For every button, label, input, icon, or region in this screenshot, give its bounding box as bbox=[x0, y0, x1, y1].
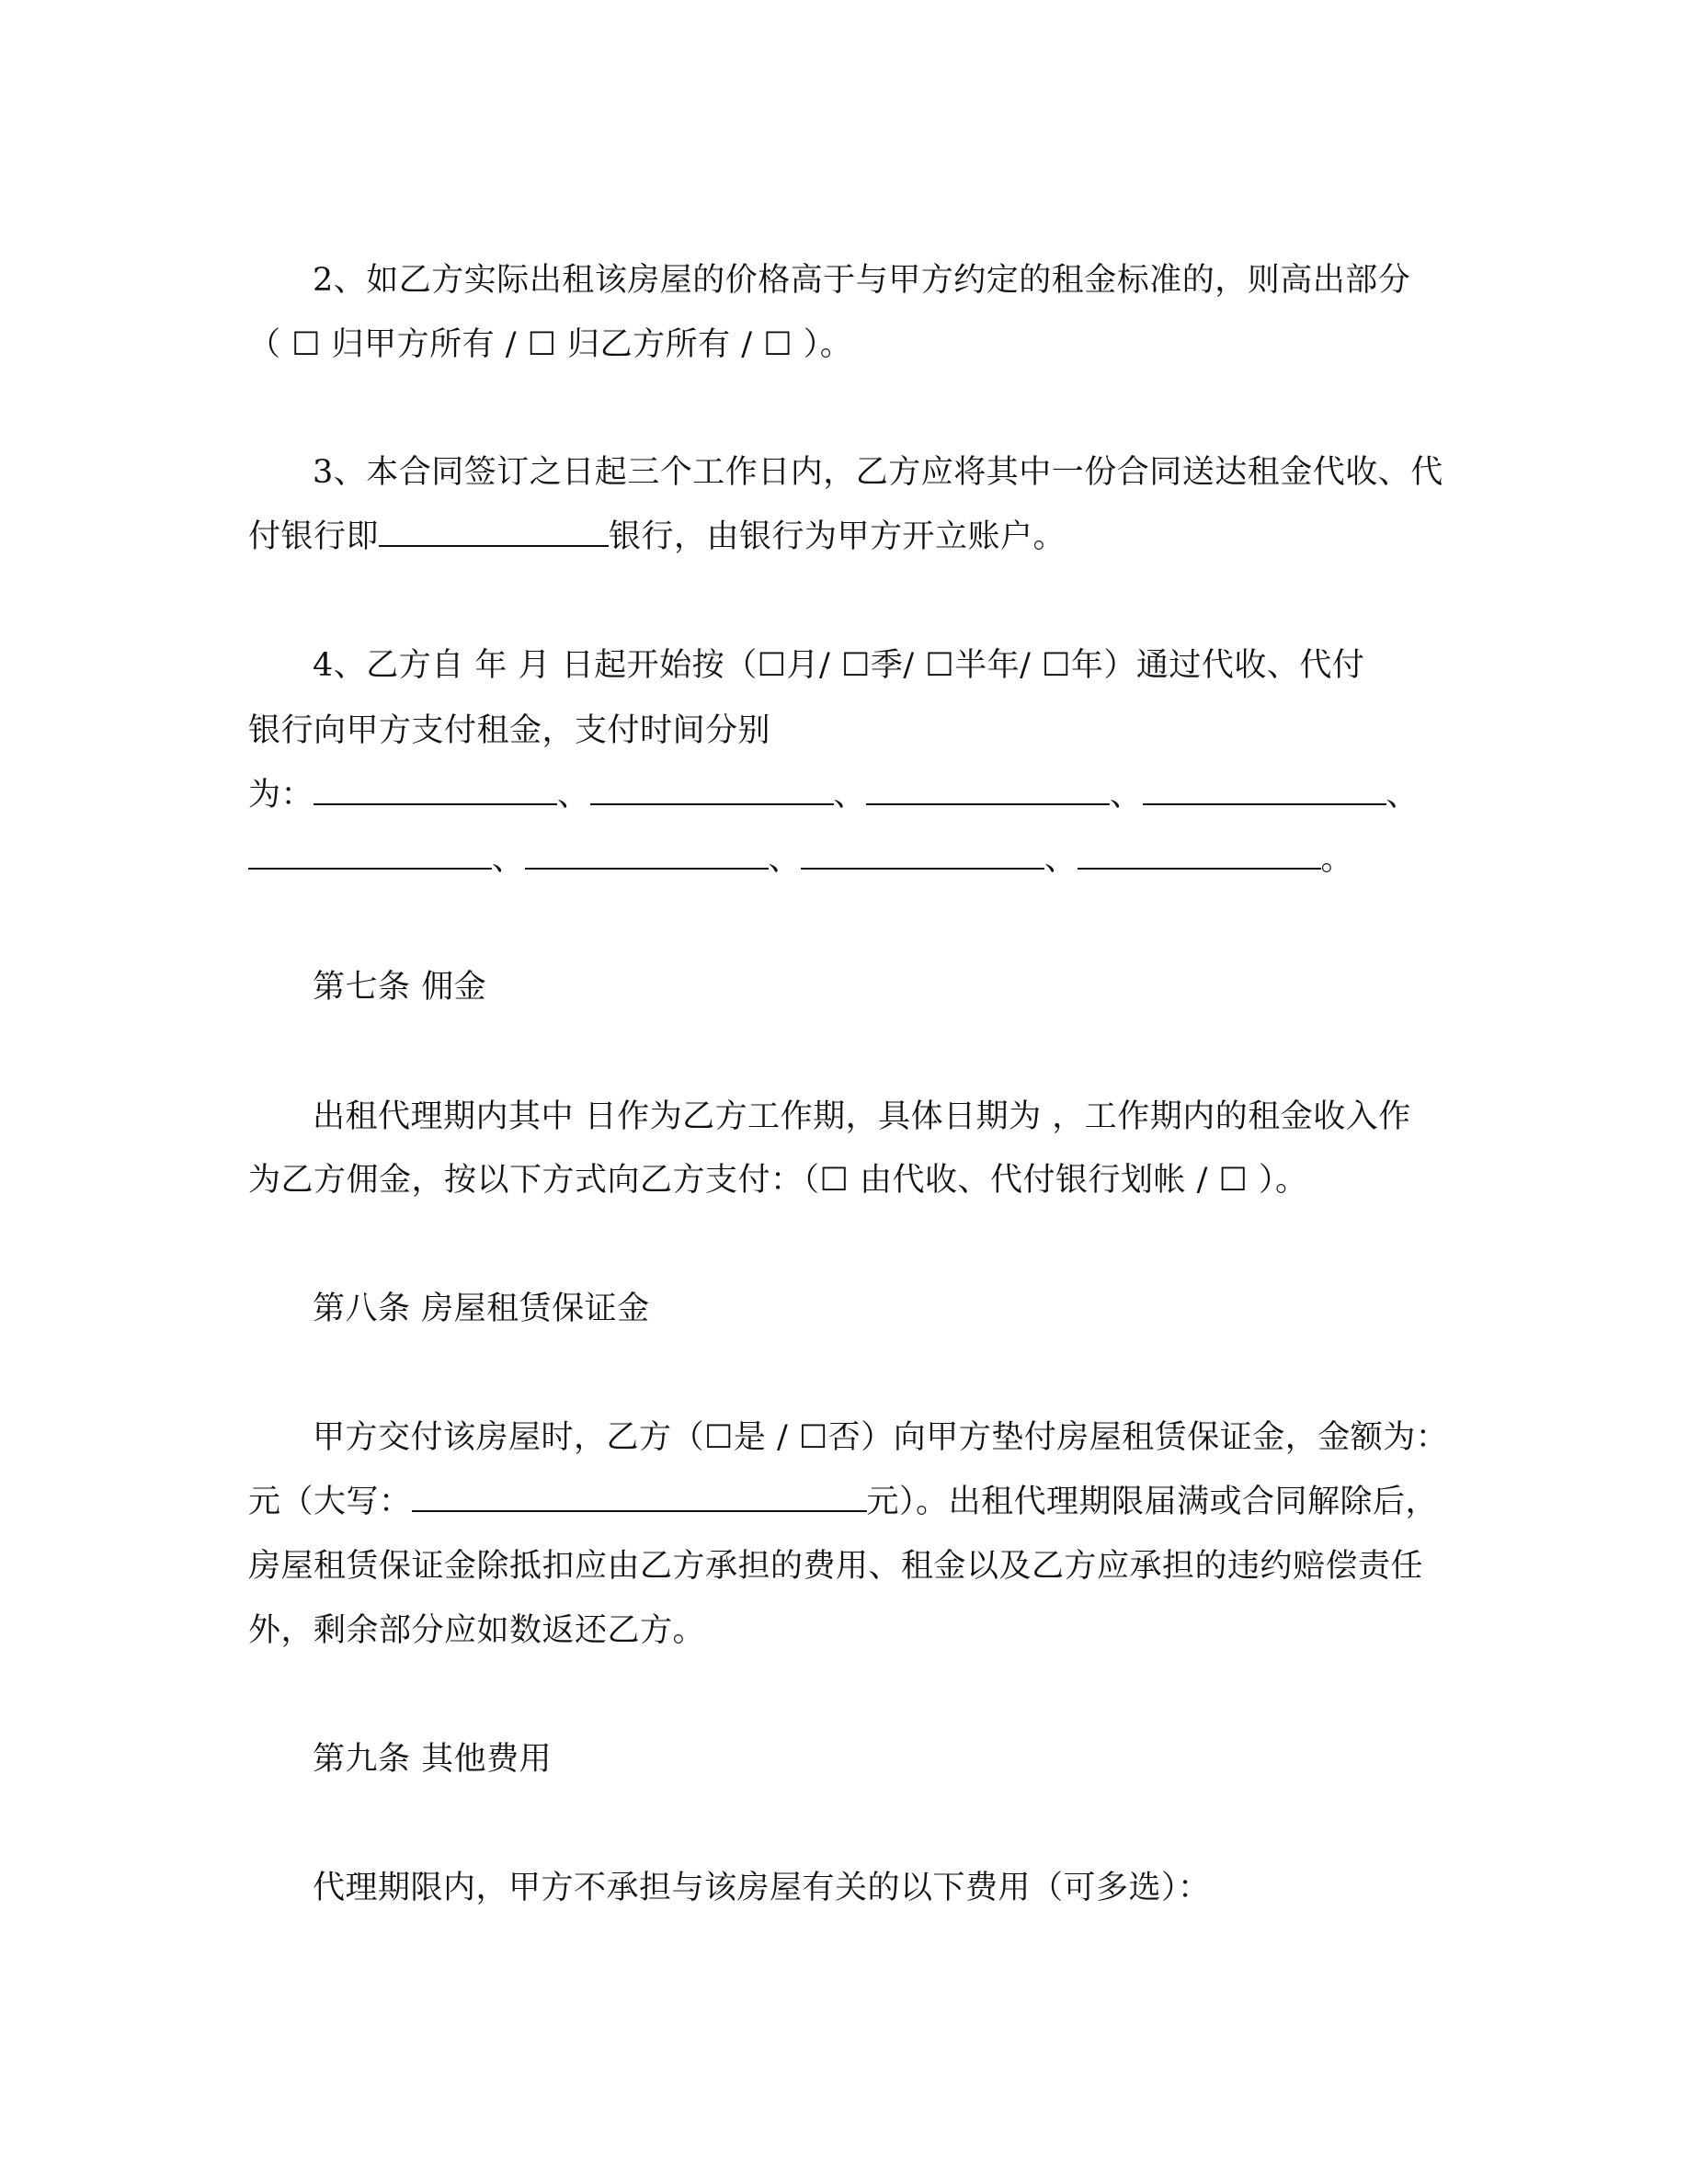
payment-date-blank bbox=[801, 840, 1044, 870]
para4-line1: 4、乙方自 年 月 日起开始按（☐月/ ☐季/ ☐半年/ ☐年）通过代收、代付 bbox=[313, 647, 1365, 684]
separator: 、 bbox=[768, 841, 802, 878]
payment-date-blank bbox=[1143, 776, 1386, 805]
separator: 、 bbox=[492, 841, 525, 878]
article8-line2-suffix: 元）。出租代理期限届满或合同解除后， bbox=[866, 1484, 1439, 1520]
bank-name-blank bbox=[379, 518, 609, 547]
article7-heading: 第七条 佣金 bbox=[313, 969, 487, 1006]
payment-dates-row-1 bbox=[248, 775, 1419, 815]
para3-line1: 3、本合同签订之日起三个工作日内，乙方应将其中一份合同送达租金代收、代 bbox=[313, 454, 1443, 491]
payment-date-blank bbox=[525, 840, 769, 870]
para3-line2 bbox=[248, 517, 1066, 557]
payment-date-blank bbox=[590, 776, 834, 805]
article8-line2 bbox=[248, 1482, 1438, 1522]
para2-line1: 2、如乙方实际出租该房屋的价格高于与甲方约定的租金标准的，则高出部分 bbox=[313, 262, 1411, 299]
payment-dates-row-2 bbox=[248, 839, 1353, 880]
article8-line4: 外，剩余部分应如数返还乙方。 bbox=[248, 1612, 706, 1649]
separator: 、 bbox=[1044, 841, 1078, 878]
separator: 、 bbox=[833, 777, 867, 813]
payment-date-blank bbox=[1078, 840, 1321, 870]
article9-line1: 代理期限内，甲方不承担与该房屋有关的以下费用（可多选）： bbox=[313, 1870, 1211, 1906]
payment-date-blank bbox=[866, 776, 1110, 805]
article8-heading: 第八条 房屋租赁保证金 bbox=[313, 1291, 650, 1327]
article9-heading: 第九条 其他费用 bbox=[313, 1741, 553, 1778]
separator: 、 bbox=[557, 777, 590, 813]
payment-date-blank bbox=[314, 776, 557, 805]
end-mark: 。 bbox=[1320, 841, 1354, 878]
para4-line2: 银行向甲方支付租金，支付时间分别 bbox=[248, 712, 771, 749]
article8-line3: 房屋租赁保证金除抵扣应由乙方承担的费用、租金以及乙方应承担的违约赔偿责任 bbox=[248, 1548, 1424, 1585]
separator: 、 bbox=[1110, 777, 1143, 813]
para3-line2-suffix: 银行，由银行为甲方开立账户。 bbox=[609, 518, 1066, 555]
separator: 、 bbox=[1386, 777, 1420, 813]
para3-line2-prefix: 付银行即 bbox=[248, 518, 380, 555]
payment-date-blank bbox=[248, 840, 492, 870]
para4-line3-prefix: 为： bbox=[248, 777, 314, 813]
para2-line2: （ ☐ 归甲方所有 / ☐ 归乙方所有 / ☐ ）。 bbox=[248, 326, 853, 363]
article7-line2: 为乙方佣金，按以下方式向乙方支付：（☐ 由代收、代付银行划帐 / ☐ ）。 bbox=[248, 1162, 1308, 1199]
article7-line1: 出租代理期内其中 日作为乙方工作期，具体日期为 ，工作期内的租金收入作 bbox=[313, 1098, 1411, 1135]
article8-line1: 甲方交付该房屋时，乙方（☐是 / ☐否）向甲方垫付房屋租赁保证金，金额为： bbox=[313, 1419, 1449, 1456]
article8-line2-prefix: 元（大写： bbox=[248, 1484, 412, 1520]
amount-in-words-blank bbox=[412, 1483, 867, 1512]
